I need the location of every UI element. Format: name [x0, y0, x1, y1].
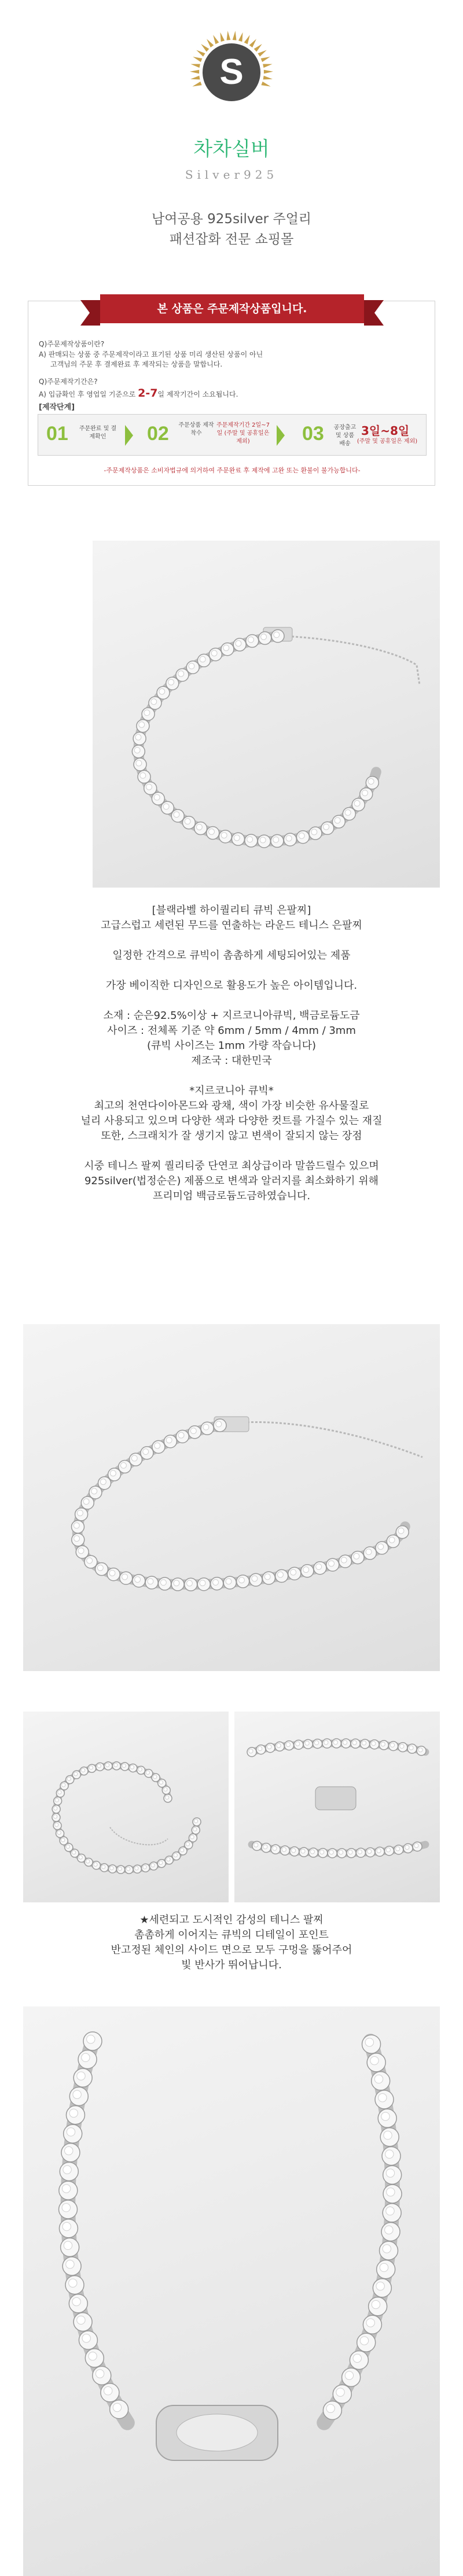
feature-line-3: 반고정된 체인의 사이드 면으로 모두 구멍을 뚫어주어: [111, 1944, 352, 1956]
step-arrow-icon: [125, 425, 133, 446]
step-1-text: 주문완료 및 결제확인: [79, 426, 117, 440]
spec-material: 소재 : 순은92.5%이상 + 지르코니아큐빅, 백금로듐도금: [103, 1010, 360, 1022]
notice-footer: -주문제작상품은 소비자법규에 의거하여 주문완료 후 제작에 고완 또는 환불이 불가능합니다-: [104, 467, 361, 474]
custom-order-notice: [28, 301, 435, 486]
production-steps: [38, 414, 427, 456]
product-photo-3a: [23, 1712, 229, 1902]
step-3-days: 3일~8일: [361, 424, 410, 438]
notice-answer-1-cont: 고객님의 주문 후 결제완료 후 제작되는 상품을 말합니다.: [50, 360, 223, 368]
spec-note: (큐빅 사이즈는 1mm 가량 작습니다): [146, 1040, 317, 1052]
desc-line-1: 고급스럽고 세련된 무드를 연출하는 라운드 테니스 은팔찌: [101, 919, 362, 932]
step-2: [142, 415, 287, 456]
bracelet-image: [93, 541, 440, 888]
spec-origin: 제조국 : 대한민국: [191, 1055, 272, 1067]
product-photo-4: [23, 2006, 440, 2576]
answer-2-prefix: A) 입금확인 후 영업일 기준으로: [39, 390, 136, 398]
notice-ribbon: 본 상품은 주문제작상품입니다.: [100, 294, 364, 323]
step-2-text-2: 주문제작기간 2일~7일 (주말 및 공휴일은 제외): [216, 422, 270, 445]
feature-block: [0, 1913, 463, 1973]
step-3-text-1: 공장출고 및 상품배송: [333, 424, 357, 447]
spec-size: 사이즈 : 전체폭 기준 약 6mm / 5mm / 4mm / 3mm: [107, 1025, 356, 1037]
notice-answer-2: [39, 387, 238, 400]
bracelet-image: [234, 1712, 440, 1902]
product-photo-3b: [234, 1712, 440, 1902]
step-arrow-icon: [277, 425, 285, 446]
notice-question-1: Q)주문제작상품이란?: [39, 340, 105, 348]
steps-title: [제작단계]: [39, 403, 75, 412]
plating-line-2: 925silver(법정순은) 제품으로 변색과 알러지를 최소화하기 위해: [84, 1175, 379, 1187]
answer-2-days: 2-7: [138, 387, 158, 400]
cz-line-2: 널리 사용되고 있으며 다양한 색과 다양한 컷트를 가질수 있는 재질: [80, 1115, 383, 1127]
step-1: [38, 415, 154, 456]
feature-line-1: ★세련되고 도시적인 감성의 테니스 팔찌: [139, 1914, 324, 1926]
bracelet-image: [23, 1324, 440, 1671]
feature-line-2: 촘촘하게 이어지는 큐빅의 디테일이 포인트: [134, 1929, 329, 1941]
bracelet-image: [23, 1712, 229, 1902]
tagline-line-2: 패션잡화 전문 쇼핑몰: [169, 232, 294, 247]
notice-answer-1: A) 판매되는 상품 중 주문제작이라고 표기된 상품 미리 생산된 상품이 아닌: [39, 350, 263, 359]
notice-question-2: Q)주문제작기간은?: [39, 378, 98, 386]
answer-2-suffix: 일 제작기간이 소요됩니다.: [157, 390, 238, 398]
brand-subtitle: Silver925: [185, 168, 278, 182]
desc-title: [블랙라벨 하이퀄리티 큐빅 은팔찌]: [152, 904, 311, 916]
logo-letter: S: [203, 43, 260, 101]
plating-line-1: 시중 테니스 팔찌 퀄리티중 단연코 최상급이라 말씀드릴수 있으며: [84, 1160, 379, 1172]
step-2-number: 02: [147, 423, 169, 445]
step-2-text-1: 주문상품 제작착수: [178, 422, 214, 437]
bracelet-image: [23, 2006, 440, 2576]
description-block: [0, 903, 463, 1204]
product-photo-2: [23, 1324, 440, 1671]
step-3-number: 03: [302, 423, 324, 445]
product-photo-1: [93, 541, 440, 888]
cz-line-1: 최고의 천연다이아몬드와 광채, 색이 가장 비슷한 유사물질로: [94, 1100, 369, 1112]
step-3-text-2: (주말 및 공휴일은 제외): [357, 438, 418, 445]
cz-title: *지르코니아 큐빅*: [189, 1085, 274, 1097]
step-1-number: 01: [46, 423, 68, 445]
brand-name: 차차실버: [193, 138, 270, 161]
desc-line-3: 가장 베이직한 디자인으로 활용도가 높은 아이템입니다.: [105, 980, 358, 992]
step-3: [293, 415, 427, 456]
desc-line-2: 일정한 간격으로 큐빅이 촘촘하게 세팅되어있는 제품: [112, 949, 351, 962]
plating-line-3: 프리미엄 백금로듐도금하였습니다.: [152, 1190, 311, 1202]
cz-line-3: 또한, 스크래치가 잘 생기지 않고 변색이 잘되지 않는 장점: [101, 1130, 362, 1142]
feature-line-4: 빛 반사가 뛰어납니다.: [181, 1959, 282, 1971]
tagline-line-1: 남여공용 925silver 주얼리: [151, 212, 312, 227]
logo-laurel-icon: [188, 29, 275, 116]
